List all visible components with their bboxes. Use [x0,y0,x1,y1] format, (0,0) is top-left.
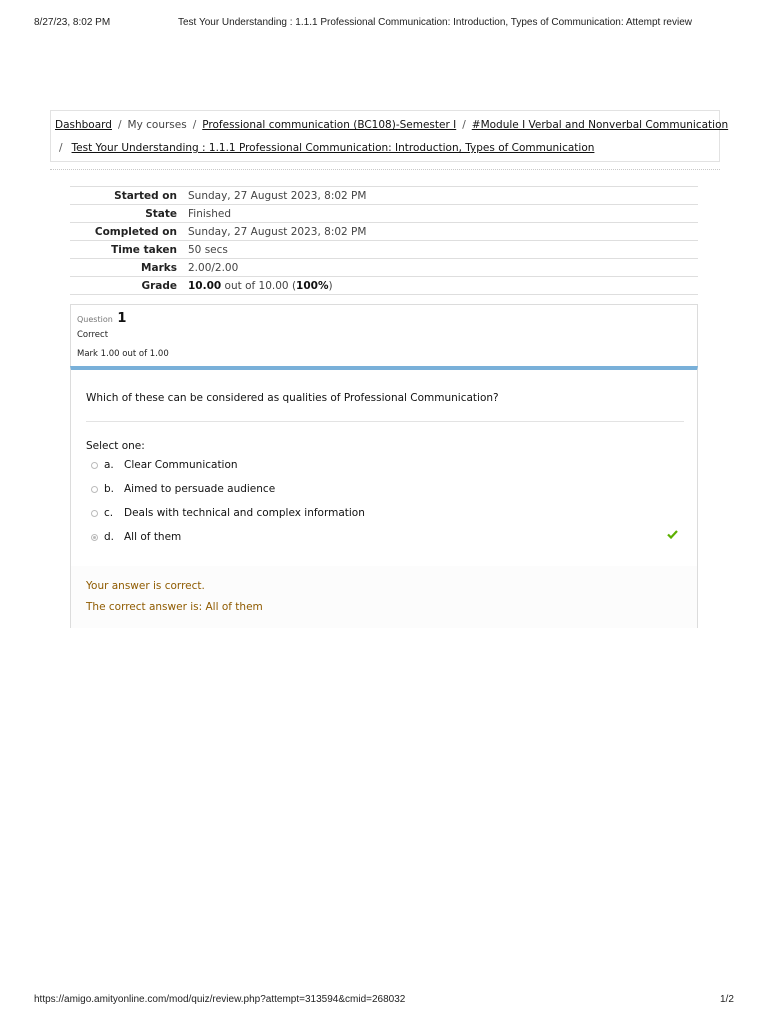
breadcrumb-quiz-link[interactable]: Test Your Understanding : 1.1.1 Professional Communication: Introduction, Types of Communication [71,142,595,154]
option-label: Aimed to persuade audience [124,483,276,495]
breadcrumb-my-courses: My courses [127,119,187,131]
breadcrumb-separator: / [117,119,122,131]
option-letter: a. [104,459,114,471]
summary-value: Finished [188,207,232,220]
summary-value: 50 secs [188,243,228,256]
answer-prompt: Select one: [86,440,145,452]
breadcrumb-separator: / [462,119,466,131]
radio-button[interactable] [91,462,98,469]
summary-grade-value [188,280,333,292]
print-header [0,17,768,31]
question-content [70,366,698,628]
option-label: Deals with technical and complex information [124,507,365,519]
summary-label: Time taken [111,243,177,256]
question-text: Which of these can be considered as qualities of Professional Communication? [86,392,499,404]
radio-button[interactable] [91,510,98,517]
question-number-value: 1 [117,311,127,326]
breadcrumb [50,110,729,162]
radio-button-selected[interactable] [91,534,98,541]
option-label: All of them [124,531,182,543]
grade-score: 10.00 [188,279,222,292]
section-divider [50,169,720,170]
summary-value: 2.00/2.00 [188,261,239,274]
feedback-correct: Your answer is correct. [86,580,205,592]
summary-label: Marks [141,261,177,274]
answer-option-b[interactable] [91,482,275,496]
answer-option-a[interactable] [91,458,238,472]
print-title: Test Your Understanding : 1.1.1 Professional Communication: Introduction, Types of Communication: Attempt review [178,17,692,28]
option-letter: c. [104,507,114,519]
summary-row-state [70,204,698,222]
answer-option-c[interactable] [91,506,365,520]
print-date: 8/27/23, 8:02 PM [34,17,111,28]
summary-row-grade [70,276,698,295]
grade-close: ) [328,279,333,292]
radio-button[interactable] [91,486,98,493]
grade-out-of: out of 10.00 ( [221,279,297,292]
feedback-correct-answer: The correct answer is: All of them [86,601,263,613]
question-prefix: Question [77,315,113,324]
question-mark: Mark 1.00 out of 1.00 [77,349,169,359]
summary-row-time-taken [70,240,698,258]
breadcrumb-separator: / [192,119,197,131]
question-number [77,311,126,326]
summary-value: Sunday, 27 August 2023, 8:02 PM [188,225,367,238]
summary-label: Grade [141,279,177,292]
answer-option-d[interactable] [91,530,181,544]
print-url: https://amigo.amityonline.com/mod/quiz/review.php?attempt=313594&cmid=268032 [34,994,406,1005]
summary-label: Started on [114,189,177,202]
summary-row-started [70,186,698,204]
question-feedback [71,566,697,628]
summary-row-marks [70,258,698,276]
option-letter: b. [104,483,115,495]
attempt-summary-table [70,186,698,295]
summary-row-completed [70,222,698,240]
check-icon [667,528,678,542]
option-label: Clear Communication [124,459,238,471]
question-state: Correct [77,330,109,340]
breadcrumb-course-link[interactable]: Professional communication (BC108)-Semester I [202,119,457,131]
breadcrumb-module-link[interactable]: #Module I Verbal and Nonverbal Communication [471,119,729,131]
grade-percent: 100% [296,279,329,292]
breadcrumb-separator: / [59,142,63,154]
summary-value: Sunday, 27 August 2023, 8:02 PM [188,189,367,202]
breadcrumb-dashboard-link[interactable]: Dashboard [55,119,112,131]
print-page-count: 1/2 [720,994,734,1005]
question-info-box [70,304,698,367]
option-letter: d. [104,531,115,543]
summary-label: State [145,207,177,220]
question-divider [86,421,684,422]
summary-label: Completed on [94,225,177,238]
